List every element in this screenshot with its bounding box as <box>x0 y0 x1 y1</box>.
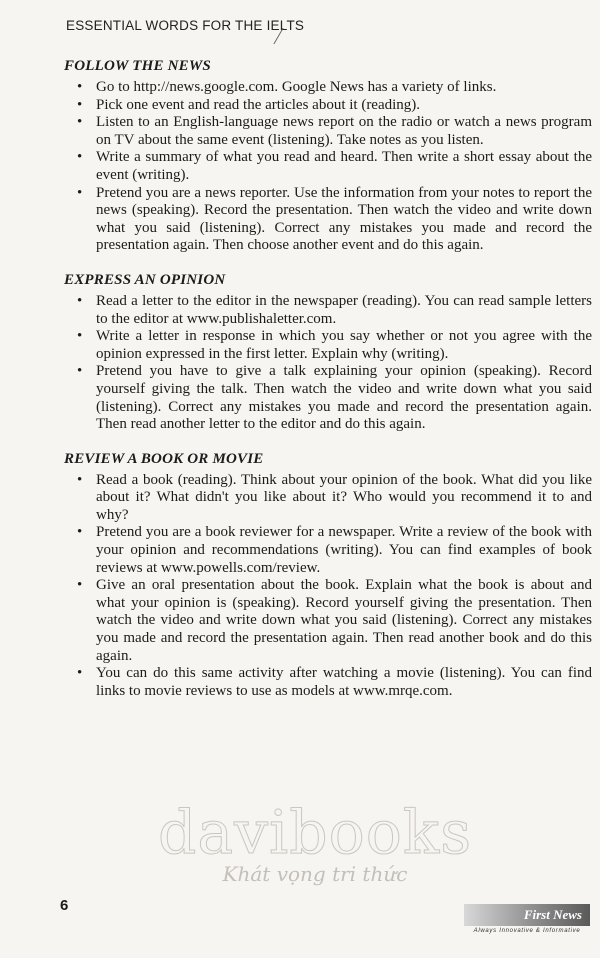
page-number: 6 <box>60 897 69 914</box>
bullet-list <box>64 79 592 255</box>
list-item: • You can do this same activity after watching a movie (listening). You can find links to movie reviews to use as models at www.mrqe.com. <box>64 665 592 700</box>
publisher-logo <box>464 904 590 926</box>
list-item: • Pretend you have to give a talk explaining your opinion (speaking). Record yourself giving the talk. Then watch the video and write down what you said (listening). Correct any mistakes you made and record the presentation again. Then read another letter to the editor and do this again. <box>64 363 592 433</box>
list-item: • Listen to an English-language news report on the radio or watch a news program on TV about the same event (listening). Take notes as you listen. <box>64 114 592 149</box>
list-item: • Pretend you are a news reporter. Use the information from your notes to report the news (speaking). Record the presentation. Then watch the video and write down what you said (listening). Correct any mistakes you made and record the presentation again. Then choose another event and do this again. <box>64 185 592 255</box>
bullet-list <box>64 472 592 701</box>
section-follow-the-news <box>64 58 592 255</box>
page-content <box>64 58 592 717</box>
running-header: ESSENTIAL WORDS FOR THE IELTS <box>66 18 305 33</box>
list-item: • Go to http://news.google.com. Google News has a variety of links. <box>64 79 592 97</box>
section-heading: REVIEW A BOOK OR MOVIE <box>64 450 264 467</box>
section-express-an-opinion <box>64 272 592 434</box>
list-item: • Read a letter to the editor in the newspaper (reading). You can read sample letters to the editor at www.publishaletter.com. <box>64 293 592 328</box>
list-item: • Give an oral presentation about the book. Explain what the book is about and what your opinion is (speaking). Record yourself giving the presentation. Then watch the video and write down what you said (listening). Correct any mistakes you made and record the presentation again. Then read another book and do this again. <box>64 577 592 665</box>
publisher-tagline: Always Innovative & Informative <box>473 928 581 934</box>
section-heading: EXPRESS AN OPINION <box>64 271 226 288</box>
list-item: • Pick one event and read the articles about it (reading). <box>64 97 592 115</box>
list-item: • Write a letter in response in which you say whether or not you agree with the opinion expressed in the first letter. Explain why (writing). <box>64 328 592 363</box>
watermark-name: davibooks <box>157 798 473 868</box>
section-heading: FOLLOW THE NEWS <box>64 58 211 74</box>
list-item: • Read a book (reading). Think about your opinion of the book. What did you like about it? What didn't you like about it? Who would you recommend it to and why? <box>64 472 592 525</box>
publisher-name: First News <box>523 907 582 922</box>
watermark <box>150 800 480 886</box>
list-item: • Pretend you are a book reviewer for a newspaper. Write a review of the book with your opinion and recommendations (writing). You can find examples of book reviews at www.powells.com/review. <box>64 524 592 577</box>
watermark-slogan: Khát vọng tri thức <box>222 862 408 886</box>
list-item: • Write a summary of what you read and heard. Then write a short essay about the event (writing). <box>64 149 592 184</box>
bullet-list <box>64 293 592 434</box>
section-review-a-book-or-movie <box>64 451 592 701</box>
